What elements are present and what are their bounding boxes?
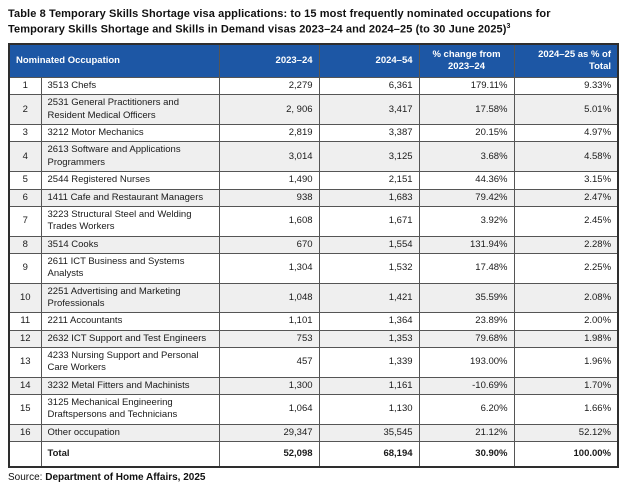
value-2024-25: 1,364 (319, 313, 419, 330)
source-text: Department of Home Affairs, 2025 (45, 472, 206, 484)
value-2023-24: 1,064 (219, 394, 319, 424)
occupation-cell: 3232 Metal Fitters and Machinists (41, 377, 219, 394)
value-2024-25: 2,151 (319, 172, 419, 189)
table-row (9, 172, 618, 189)
value-pct-of-total: 2.25% (514, 253, 618, 283)
value-2023-24: 29,347 (219, 424, 319, 441)
total-pct-change: 30.90% (419, 442, 514, 468)
row-number: 8 (9, 236, 41, 253)
value-2023-24: 2,279 (219, 78, 319, 95)
table-row (9, 347, 618, 377)
total-label: Total (41, 442, 219, 468)
value-2023-24: 1,300 (219, 377, 319, 394)
row-number: 16 (9, 424, 41, 441)
value-pct-of-total: 2.45% (514, 206, 618, 236)
table-row (9, 236, 618, 253)
value-2024-25: 3,417 (319, 95, 419, 125)
table-row (9, 95, 618, 125)
occupation-cell: 2211 Accountants (41, 313, 219, 330)
table-title-line1: Table 8 Temporary Skills Shortage visa applications: to 15 most frequently nominated occupations for (8, 8, 551, 20)
occupation-cell: 3513 Chefs (41, 78, 219, 95)
value-2024-25: 1,683 (319, 189, 419, 206)
value-2023-24: 753 (219, 330, 319, 347)
value-pct-change: 17.48% (419, 253, 514, 283)
row-number: 9 (9, 253, 41, 283)
row-number: 11 (9, 313, 41, 330)
value-pct-of-total: 9.33% (514, 78, 618, 95)
table-row (9, 394, 618, 424)
value-2024-25: 1,671 (319, 206, 419, 236)
total-row (9, 442, 618, 468)
row-number: 5 (9, 172, 41, 189)
value-pct-change: 179.11% (419, 78, 514, 95)
value-pct-change: 20.15% (419, 125, 514, 142)
row-number: 12 (9, 330, 41, 347)
value-2023-24: 2,819 (219, 125, 319, 142)
value-pct-change: 35.59% (419, 283, 514, 313)
value-2023-24: 670 (219, 236, 319, 253)
row-number-empty (9, 442, 41, 468)
value-pct-of-total: 1.96% (514, 347, 618, 377)
col-header-pct-change (419, 44, 514, 77)
value-pct-change: 131.94% (419, 236, 514, 253)
value-pct-of-total: 3.15% (514, 172, 618, 189)
table-row (9, 330, 618, 347)
occupation-cell: 2632 ICT Support and Test Engineers (41, 330, 219, 347)
row-number: 6 (9, 189, 41, 206)
value-pct-change: 21.12% (419, 424, 514, 441)
row-number: 15 (9, 394, 41, 424)
value-pct-change: 79.68% (419, 330, 514, 347)
value-pct-of-total: 1.98% (514, 330, 618, 347)
table-row (9, 189, 618, 206)
row-number: 2 (9, 95, 41, 125)
value-pct-change: 3.68% (419, 142, 514, 172)
row-number: 13 (9, 347, 41, 377)
value-pct-of-total: 1.70% (514, 377, 618, 394)
value-pct-of-total: 4.58% (514, 142, 618, 172)
value-2024-25: 1,161 (319, 377, 419, 394)
value-2023-24: 2, 906 (219, 95, 319, 125)
row-number: 14 (9, 377, 41, 394)
value-2023-24: 1,304 (219, 253, 319, 283)
value-pct-change: 17.58% (419, 95, 514, 125)
table-row (9, 377, 618, 394)
value-pct-change: 3.92% (419, 206, 514, 236)
occupation-cell: 4233 Nursing Support and Personal Care Workers (41, 347, 219, 377)
value-2024-25: 3,387 (319, 125, 419, 142)
visa-applications-table (8, 43, 619, 468)
value-2024-25: 1,130 (319, 394, 419, 424)
table-row (9, 253, 618, 283)
value-pct-of-total: 52.12% (514, 424, 618, 441)
value-2024-25: 6,361 (319, 78, 419, 95)
occupation-cell: 2531 General Practitioners and Resident Medical Officers (41, 95, 219, 125)
row-number: 10 (9, 283, 41, 313)
title-footnote-superscript: 3 (506, 22, 511, 30)
value-pct-change: 79.42% (419, 189, 514, 206)
value-2024-25: 1,554 (319, 236, 419, 253)
occupation-cell: 2611 ICT Business and Systems Analysts (41, 253, 219, 283)
header-row (9, 44, 618, 77)
occupation-cell: 2613 Software and Applications Programmers (41, 142, 219, 172)
source-prefix: Source: (8, 472, 43, 484)
value-2023-24: 1,048 (219, 283, 319, 313)
occupation-cell: 3212 Motor Mechanics (41, 125, 219, 142)
value-2023-24: 938 (219, 189, 319, 206)
occupation-cell: 1411 Cafe and Restaurant Managers (41, 189, 219, 206)
col-header-2023-24: 2023–24 (219, 44, 319, 77)
col-header-2024-54: 2024–54 (319, 44, 419, 77)
total-2023-24: 52,098 (219, 442, 319, 468)
value-2024-25: 3,125 (319, 142, 419, 172)
value-pct-of-total: 4.97% (514, 125, 618, 142)
row-number: 7 (9, 206, 41, 236)
value-pct-of-total: 2.08% (514, 283, 618, 313)
value-pct-change: 193.00% (419, 347, 514, 377)
table-row (9, 206, 618, 236)
table-row (9, 78, 618, 95)
occupation-cell: 2251 Advertising and Marketing Professionals (41, 283, 219, 313)
occupation-cell: Other occupation (41, 424, 219, 441)
col-header-nominated-occupation: Nominated Occupation (9, 44, 219, 77)
table-row (9, 142, 618, 172)
value-2024-25: 1,353 (319, 330, 419, 347)
value-2023-24: 1,101 (219, 313, 319, 330)
value-2023-24: 457 (219, 347, 319, 377)
value-pct-change: 23.89% (419, 313, 514, 330)
table-title (8, 7, 624, 37)
table-row (9, 283, 618, 313)
table-row (9, 424, 618, 441)
pct-total-header-line2: Total (589, 61, 612, 73)
value-2024-25: 1,339 (319, 347, 419, 377)
value-2024-25: 1,421 (319, 283, 419, 313)
row-number: 1 (9, 78, 41, 95)
source-note (8, 472, 624, 483)
value-pct-change: -10.69% (419, 377, 514, 394)
pct-change-header-line2: 2023–24 (448, 61, 485, 73)
occupation-cell: 3514 Cooks (41, 236, 219, 253)
occupation-cell: 3125 Mechanical Engineering Draftspersons and Technicians (41, 394, 219, 424)
value-pct-of-total: 2.28% (514, 236, 618, 253)
value-2023-24: 1,490 (219, 172, 319, 189)
value-pct-of-total: 1.66% (514, 394, 618, 424)
occupation-cell: 2544 Registered Nurses (41, 172, 219, 189)
value-2023-24: 3,014 (219, 142, 319, 172)
value-pct-of-total: 2.47% (514, 189, 618, 206)
table-row (9, 125, 618, 142)
value-pct-change: 44.36% (419, 172, 514, 189)
value-2024-25: 1,532 (319, 253, 419, 283)
col-header-pct-of-total (514, 44, 618, 77)
table-title-line2: Temporary Skills Shortage and Skills in Demand visas 2023–24 and 2024–25 (to 30 June 2025) (8, 23, 507, 36)
value-2024-25: 35,545 (319, 424, 419, 441)
total-pct-of-total: 100.00% (514, 442, 618, 468)
occupation-cell: 3223 Structural Steel and Welding Trades Workers (41, 206, 219, 236)
value-pct-change: 6.20% (419, 394, 514, 424)
value-pct-of-total: 2.00% (514, 313, 618, 330)
row-number: 4 (9, 142, 41, 172)
total-2024-25: 68,194 (319, 442, 419, 468)
pct-total-header-line1: 2024–25 as % of (538, 49, 612, 61)
pct-change-header-line1: % change from (432, 49, 501, 61)
value-2023-24: 1,608 (219, 206, 319, 236)
row-number: 3 (9, 125, 41, 142)
table-row (9, 313, 618, 330)
value-pct-of-total: 5.01% (514, 95, 618, 125)
